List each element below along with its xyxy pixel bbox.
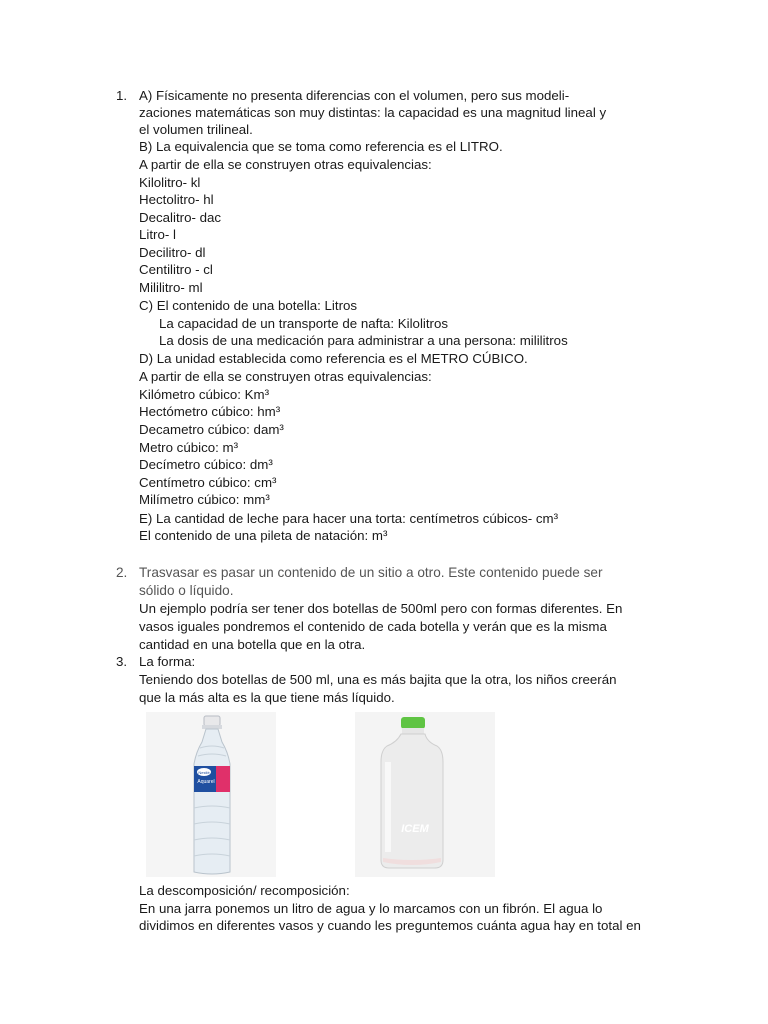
item2-line: vasos iguales pondremos el contenido de cada botella y verán que es la misma	[139, 619, 607, 634]
paragraph-line: En una jarra ponemos un litro de agua y lo marcamos con un fibrón. El agua lo	[139, 901, 603, 916]
item1-line: Kilómetro cúbico: Km³	[139, 387, 270, 402]
item1-line: A partir de ella se construyen otras equivalencias:	[139, 157, 432, 172]
item1-line: Milímetro cúbico: mm³	[139, 492, 270, 507]
item1-line: el volumen trilineal.	[139, 122, 253, 137]
item1-line: El contenido de una pileta de natación: m³	[139, 528, 388, 543]
item1-line: Decímetro cúbico: dm³	[139, 457, 273, 472]
item1-line: B) La equivalencia que se toma como referencia es el LITRO.	[139, 139, 503, 154]
item1-line: E) La cantidad de leche para hacer una torta: centímetros cúbicos- cm³	[139, 511, 559, 526]
item1-line: Centímetro cúbico: cm³	[139, 475, 277, 490]
item1-line: Mililitro- ml	[139, 280, 203, 295]
glass-bottle-photo	[355, 712, 495, 877]
item1-line: Hectómetro cúbico: hm³	[139, 404, 281, 419]
item1-line: A) Físicamente no presenta diferencias con el volumen, pero sus modeli-	[139, 88, 570, 103]
item1-line: Centilitro - cl	[139, 262, 213, 277]
item1-line: La capacidad de un transporte de nafta: Kilolitros	[159, 316, 449, 331]
item3-line: La forma:	[139, 654, 196, 669]
water-bottle-photo	[146, 712, 276, 877]
item2-line: sólido o líquido.	[139, 583, 234, 598]
list-number-1: 1.	[116, 88, 128, 103]
item1-line: La dosis de una medicación para administrar a una persona: mililitros	[159, 333, 568, 348]
item2-line: cantidad en una botella que en la otra.	[139, 637, 366, 652]
item1-line: Litro- l	[139, 227, 176, 242]
bottle-brand-label: Nestlé	[198, 770, 210, 775]
item3-line: que la más alta es la que tiene más líquido.	[139, 690, 395, 705]
item2-line: Un ejemplo podría ser tener dos botellas de 500ml pero con formas diferentes. En	[139, 601, 623, 616]
paragraph-line: dividimos en diferentes vasos y cuando les preguntemos cuánta agua hay en total en	[139, 918, 641, 933]
bottle-brand-label: ICEM	[401, 823, 429, 835]
item1-line: Decilitro- dl	[139, 245, 206, 260]
item1-line: A partir de ella se construyen otras equivalencias:	[139, 369, 432, 384]
list-number-2: 2.	[116, 565, 128, 580]
item1-line: zaciones matemáticas son muy distintas: la capacidad es una magnitud lineal y	[139, 105, 607, 120]
item3-line: Teniendo dos botellas de 500 ml, una es más bajita que la otra, los niños creerán	[139, 672, 617, 687]
item1-line: Hectolitro- hl	[139, 192, 214, 207]
item1-line: C) El contenido de una botella: Litros	[139, 298, 358, 313]
item1-line: D) La unidad establecida como referencia es el METRO CÚBICO.	[139, 351, 528, 366]
paragraph-line: La descomposición/ recomposición:	[139, 883, 350, 898]
item1-line: Metro cúbico: m³	[139, 440, 239, 455]
list-number-3: 3.	[116, 654, 128, 669]
item1-line: Kilolitro- kl	[139, 175, 201, 190]
item2-line: Trasvasar es pasar un contenido de un sitio a otro. Este contenido puede ser	[139, 565, 603, 580]
bottle-product-label: Aquarel	[197, 779, 215, 785]
item1-line: Decametro cúbico: dam³	[139, 422, 284, 437]
item1-line: Decalitro- dac	[139, 210, 222, 225]
